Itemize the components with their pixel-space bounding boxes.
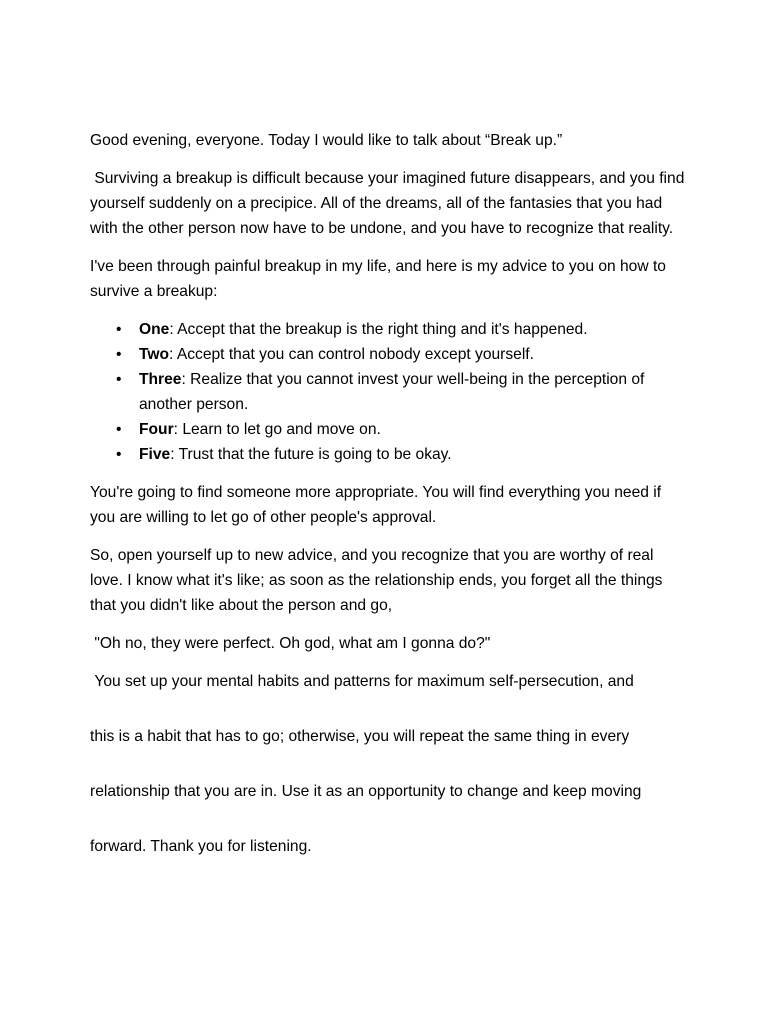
advice-text: : Accept that you can control nobody except yourself. [169, 346, 534, 363]
advice-item-four [116, 417, 685, 442]
quote-line: "Oh no, they were perfect. Oh god, what am I gonna do?" [90, 635, 491, 652]
closing-line: relationship that you are in. Use it as an opportunity to change and keep moving [90, 783, 642, 800]
greeting-paragraph: Good evening, everyone. Today I would like to talk about “Break up.” [90, 132, 563, 149]
advice-text: : Realize that you cannot invest your well-being in the perception of another person. [139, 371, 645, 413]
advice-text: : Accept that the breakup is the right thing and it's happened. [169, 321, 588, 338]
bullet-icon: • [116, 446, 122, 463]
bullet-icon: • [116, 371, 122, 388]
advice-intro-paragraph: I've been through painful breakup in my life, and here is my advice to you on how to survive a breakup: [90, 258, 666, 300]
open-yourself-paragraph: So, open yourself up to new advice, and you recognize that you are worthy of real love. I know what it's like; as soon as the relationship ends, you forget all the things that you didn't like about the person and go, [90, 547, 663, 614]
advice-label: Four [139, 421, 174, 438]
document-page [90, 128, 689, 859]
advice-item-two [116, 342, 685, 367]
bullet-icon: • [116, 421, 122, 438]
appropriate-paragraph: You're going to find someone more appropriate. You will find everything you need if you are willing to let go of other people's approval. [90, 484, 662, 526]
advice-label: Two [139, 346, 170, 363]
advice-item-five [116, 442, 685, 467]
breakup-intro-paragraph: Surviving a breakup is difficult because your imagined future disappears, and you find yourself suddenly on a precipice. All of the dreams, all of the fantasies that you had with the other person now have to be undone, and you have to recognize that reality. [90, 170, 689, 237]
advice-list [90, 317, 685, 467]
closing-line: forward. Thank you for listening. [90, 838, 312, 855]
closing-line: this is a habit that has to go; otherwise, you will repeat the same thing in every [90, 728, 630, 745]
advice-label: One [139, 321, 170, 338]
bullet-icon: • [116, 346, 122, 363]
closing-paragraph [90, 669, 685, 859]
advice-item-one [116, 317, 685, 342]
advice-text: : Learn to let go and move on. [173, 421, 381, 438]
advice-text: : Trust that the future is going to be okay. [170, 446, 452, 463]
advice-label: Three [139, 371, 182, 388]
advice-item-three [116, 367, 685, 417]
advice-label: Five [139, 446, 171, 463]
bullet-icon: • [116, 321, 122, 338]
closing-line: You set up your mental habits and patterns for maximum self-persecution, and [90, 673, 634, 690]
